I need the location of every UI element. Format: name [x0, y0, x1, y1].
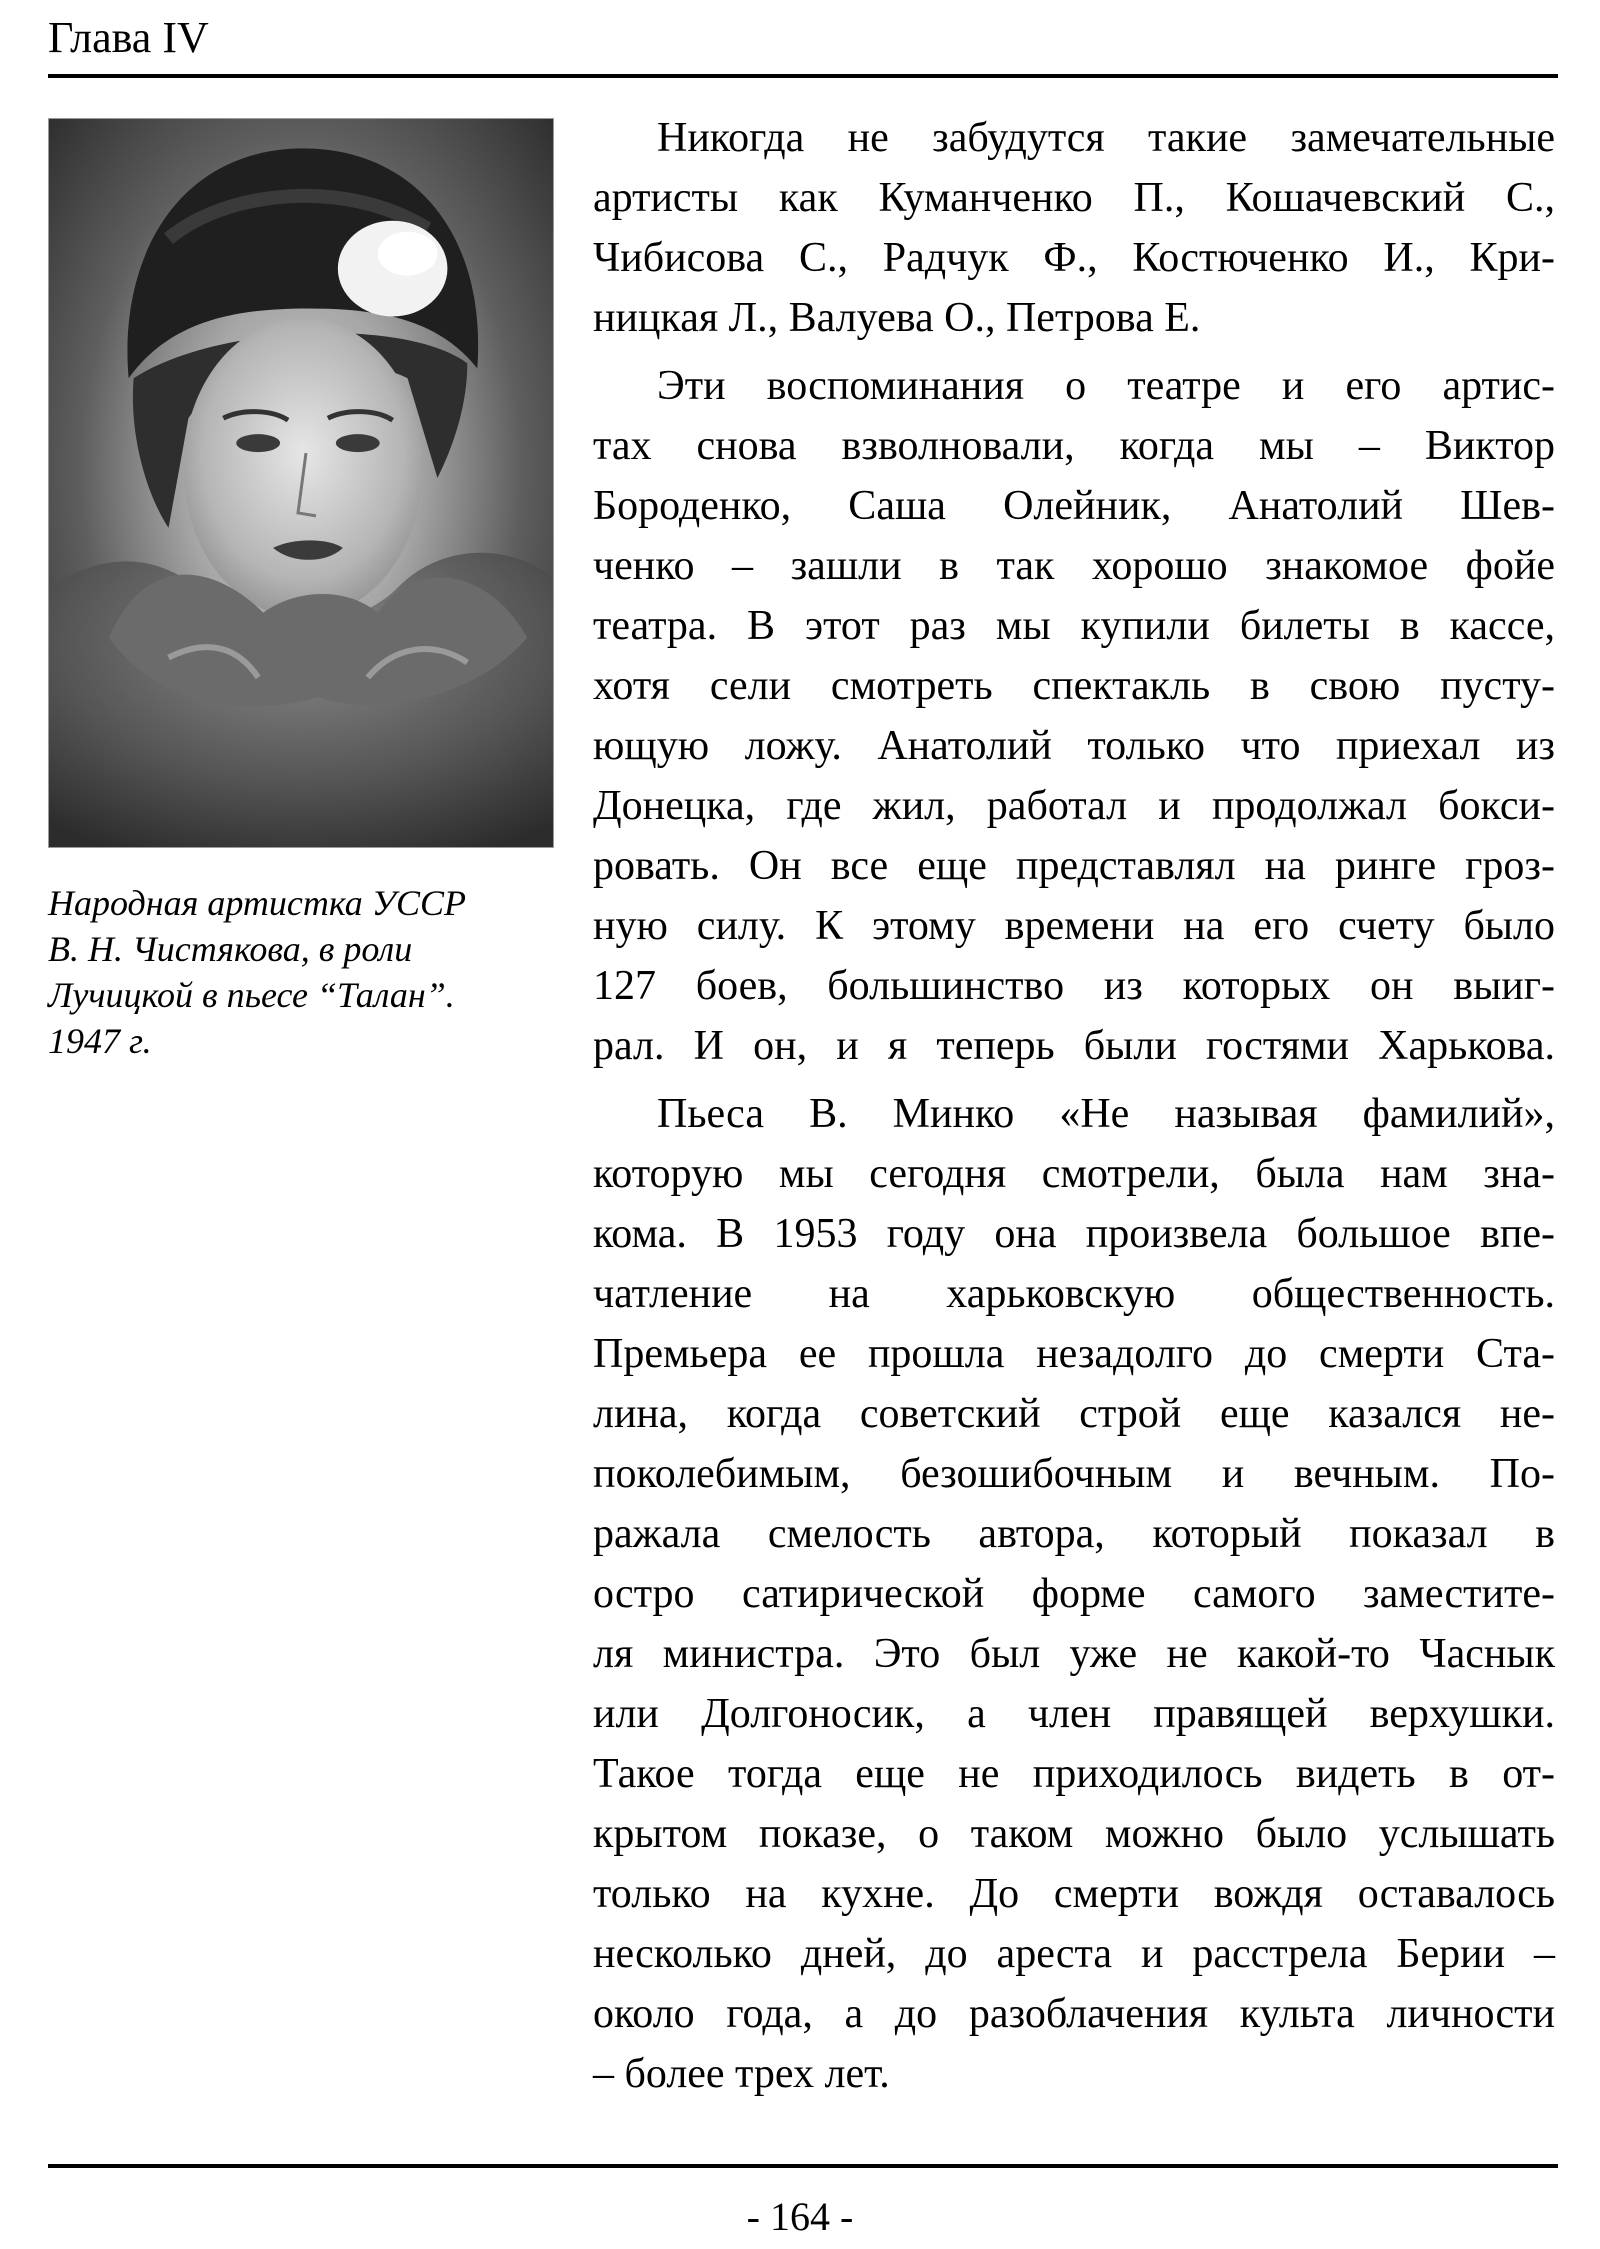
- text-line: Премьера ее прошла незадолго до смерти Ста-: [593, 1331, 1555, 1377]
- text-line: Эти воспоминания о театре и его артис-: [657, 363, 1555, 409]
- text-line: – более трех лет.: [593, 2051, 890, 2097]
- page-number: - 164 -: [746, 2194, 854, 2239]
- text-line: поколебимым, безошибочным и вечным. По-: [593, 1451, 1555, 1497]
- text-line: или Долгоносик, а член правящей верхушки.: [593, 1691, 1555, 1737]
- text-line: артисты как Куманченко П., Кошачевский С.,: [593, 175, 1555, 221]
- text-line: рал. И он, и я теперь были гостями Харькова.: [593, 1023, 1555, 1069]
- text-line: Донецка, где жил, работал и продолжал бокси-: [593, 783, 1555, 829]
- text-line: кома. В 1953 году она произвела большое впе-: [593, 1211, 1555, 1257]
- text-line: ную силу. К этому времени на его счету было: [593, 903, 1555, 949]
- text-line: Никогда не забудутся такие замечательные: [657, 115, 1555, 161]
- text-line: ницкая Л., Валуева О., Петрова Е.: [593, 295, 1201, 341]
- text-line: ля министра. Это был уже не какой-то Часнык: [593, 1631, 1555, 1677]
- text-line: несколько дней, до ареста и расстрела Берии –: [593, 1931, 1555, 1977]
- text-line: крытом показе, о таком можно было услышать: [593, 1811, 1555, 1857]
- footer-divider: [48, 2164, 1558, 2168]
- text-line: Бороденко, Саша Олейник, Анатолий Шев-: [593, 483, 1555, 529]
- text-line: Пьеса В. Минко «Не называя фамилий»,: [657, 1091, 1555, 1137]
- paragraph-1: [593, 108, 1555, 348]
- paragraph-2: [593, 356, 1555, 1076]
- header-divider: [48, 74, 1558, 78]
- text-line: только на кухне. До смерти вождя оставалось: [593, 1871, 1555, 1917]
- body-text: [593, 108, 1555, 2112]
- text-line: Такое тогда еще не приходилось видеть в от-: [593, 1751, 1555, 1797]
- text-line: тах снова взволновали, когда мы – Виктор: [593, 423, 1555, 469]
- portrait-photo: [48, 118, 554, 848]
- text-line: остро сатирической форме самого заместите-: [593, 1571, 1555, 1617]
- text-line: 127 боев, большинство из которых он выиг-: [593, 963, 1555, 1009]
- text-line: театра. В этот раз мы купили билеты в кассе,: [593, 603, 1555, 649]
- text-line: ченко – зашли в так хорошо знакомое фойе: [593, 543, 1555, 589]
- caption-line: 1947 г.: [48, 1021, 152, 1061]
- figure-caption: [48, 880, 568, 1064]
- paragraph-3: [593, 1084, 1555, 2104]
- portrait-illustration: [49, 119, 553, 847]
- caption-line: В. Н. Чистякова, в роли: [48, 929, 413, 969]
- chapter-header: Глава IV: [48, 13, 209, 62]
- caption-line: Лучицкой в пьесе “Талан”.: [48, 975, 455, 1015]
- text-line: ющую ложу. Анатолий только что приехал из: [593, 723, 1555, 769]
- text-line: хотя сели смотреть спектакль в свою пусту-: [593, 663, 1555, 709]
- text-line: лина, когда советский строй еще казался не-: [593, 1391, 1555, 1437]
- text-line: ражала смелость автора, который показал в: [593, 1511, 1555, 1557]
- caption-line: Народная артистка УССР: [48, 883, 467, 923]
- text-line: ровать. Он все еще представлял на ринге гроз-: [593, 843, 1555, 889]
- text-line: Чибисова С., Радчук Ф., Костюченко И., Кри-: [593, 235, 1555, 281]
- text-line: около года, а до разоблачения культа личности: [593, 1991, 1555, 2037]
- text-line: которую мы сегодня смотрели, была нам зна-: [593, 1151, 1555, 1197]
- text-line: чатление на харьковскую общественность.: [593, 1271, 1555, 1317]
